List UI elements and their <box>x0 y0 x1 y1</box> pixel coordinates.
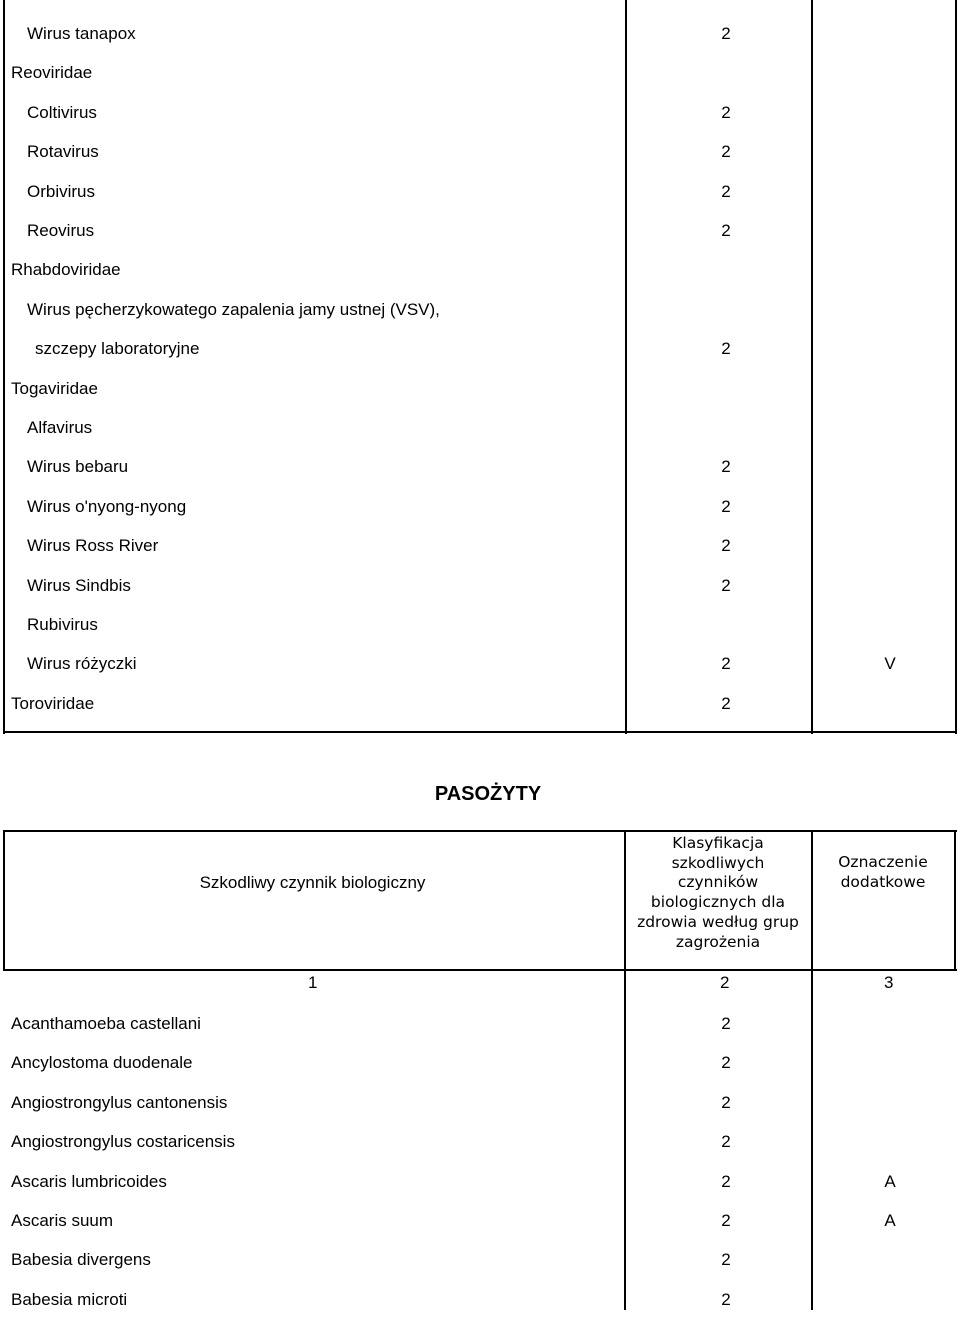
table-row <box>0 447 960 486</box>
risk-group: 2 <box>721 1211 731 1230</box>
table-row <box>0 53 960 92</box>
risk-group: 2 <box>721 496 731 516</box>
table-row <box>0 1162 960 1201</box>
agent-name: Ascaris suum <box>11 1211 114 1230</box>
agent-name: Wirus bebaru <box>27 457 129 477</box>
agent-name: Rhabdoviridae <box>11 260 121 280</box>
table-row <box>0 290 960 329</box>
agent-name: Ascaris lumbricoides <box>11 1171 167 1191</box>
table-row <box>0 684 960 723</box>
risk-group: 2 <box>721 536 731 556</box>
agent-name: Orbivirus <box>27 181 96 201</box>
table-row <box>0 644 960 683</box>
table-row <box>0 566 960 605</box>
table-row <box>0 250 960 289</box>
risk-group: 2 <box>721 181 731 201</box>
table-row <box>0 329 960 368</box>
bottom-table-right-border <box>954 830 956 971</box>
header-mark-line: Oznaczenie <box>838 853 928 871</box>
agent-name: Babesia divergens <box>11 1250 151 1270</box>
additional-mark: A <box>884 1211 896 1230</box>
agent-name: Wirus różyczki <box>27 654 137 674</box>
agent-name: Babesia microti <box>11 1289 128 1309</box>
agent-name: Togaviridae <box>11 378 98 398</box>
table-row <box>0 526 960 565</box>
agent-name: szczepy laboratoryjne <box>35 339 200 359</box>
header-classification-line: Klasyfikacja <box>672 834 764 852</box>
table-row <box>0 1043 960 1082</box>
table-row <box>0 1240 960 1279</box>
column-number-1: 1 <box>308 973 318 992</box>
agent-name: Wirus Sindbis <box>27 575 131 595</box>
agent-name: Alfavirus <box>27 418 93 437</box>
agent-name: Rubivirus <box>27 615 98 634</box>
top-table-bottom-border <box>3 731 957 733</box>
column-number-2: 2 <box>720 973 730 992</box>
header-classification-line: zdrowia według grup <box>637 912 799 931</box>
section-title: PASOŻYTY <box>434 783 542 805</box>
table-row <box>0 172 960 211</box>
agent-name: Angiostrongylus cantonensis <box>11 1092 228 1112</box>
risk-group: 2 <box>721 102 731 122</box>
risk-group: 2 <box>721 24 731 43</box>
table-row <box>0 487 960 526</box>
agent-name: Toroviridae <box>11 693 95 713</box>
table-row <box>0 1004 960 1043</box>
agent-name: Acanthamoeba castellani <box>11 1014 201 1033</box>
column-number-3: 3 <box>884 973 894 992</box>
risk-group: 2 <box>721 1053 731 1073</box>
risk-group: 2 <box>721 1132 731 1152</box>
risk-group: 2 <box>721 1014 731 1033</box>
header-bottom-border <box>3 969 957 971</box>
agent-name: Ancylostoma duodenale <box>11 1053 193 1073</box>
table-row <box>0 1280 960 1319</box>
risk-group: 2 <box>721 693 731 713</box>
risk-group: 2 <box>721 575 731 595</box>
agent-name: Wirus o'nyong-nyong <box>27 496 187 516</box>
table-row <box>0 211 960 250</box>
header-classification <box>627 834 809 952</box>
additional-mark: V <box>884 654 896 674</box>
table-row <box>0 132 960 171</box>
additional-mark: A <box>884 1171 896 1191</box>
risk-group: 2 <box>721 457 731 477</box>
table-row <box>0 93 960 132</box>
bottom-table-left-border <box>3 830 5 971</box>
agent-name: Reoviridae <box>11 63 93 83</box>
table-row <box>0 1122 960 1161</box>
agent-name: Angiostrongylus costaricensis <box>11 1132 235 1152</box>
agent-name: Wirus tanapox <box>27 24 136 43</box>
header-classification-line: biologicznych dla <box>650 893 786 912</box>
agent-name: Coltivirus <box>27 102 97 122</box>
header-mark-line: dodatkowe <box>840 872 926 891</box>
table-row <box>0 605 960 644</box>
risk-group: 2 <box>721 1289 731 1309</box>
table-row <box>0 369 960 408</box>
risk-group: 2 <box>721 142 731 162</box>
header-classification-line: zagrożenia <box>675 932 761 951</box>
agent-name: Wirus pęcherzykowatego zapalenia jamy ustnej (VSV), <box>27 299 440 319</box>
header-classification-line: czynników <box>677 873 759 892</box>
header-agent: Szkodliwy czynnik biologiczny <box>199 873 426 892</box>
table-row <box>0 408 960 447</box>
header-classification-line: szkodliwych <box>671 853 765 872</box>
risk-group: 2 <box>721 654 731 674</box>
bottom-table-top-border <box>3 830 957 832</box>
table-row <box>0 1083 960 1122</box>
agent-name: Wirus Ross River <box>27 536 159 556</box>
agent-name: Reovirus <box>27 221 95 240</box>
risk-group: 2 <box>721 1250 731 1270</box>
risk-group: 2 <box>721 221 731 240</box>
risk-group: 2 <box>721 1171 731 1191</box>
risk-group: 2 <box>721 1092 731 1112</box>
risk-group: 2 <box>721 339 731 359</box>
table-row <box>0 14 960 53</box>
agent-name: Rotavirus <box>27 142 99 162</box>
header-additional-mark <box>812 853 954 892</box>
table-row <box>0 1201 960 1240</box>
